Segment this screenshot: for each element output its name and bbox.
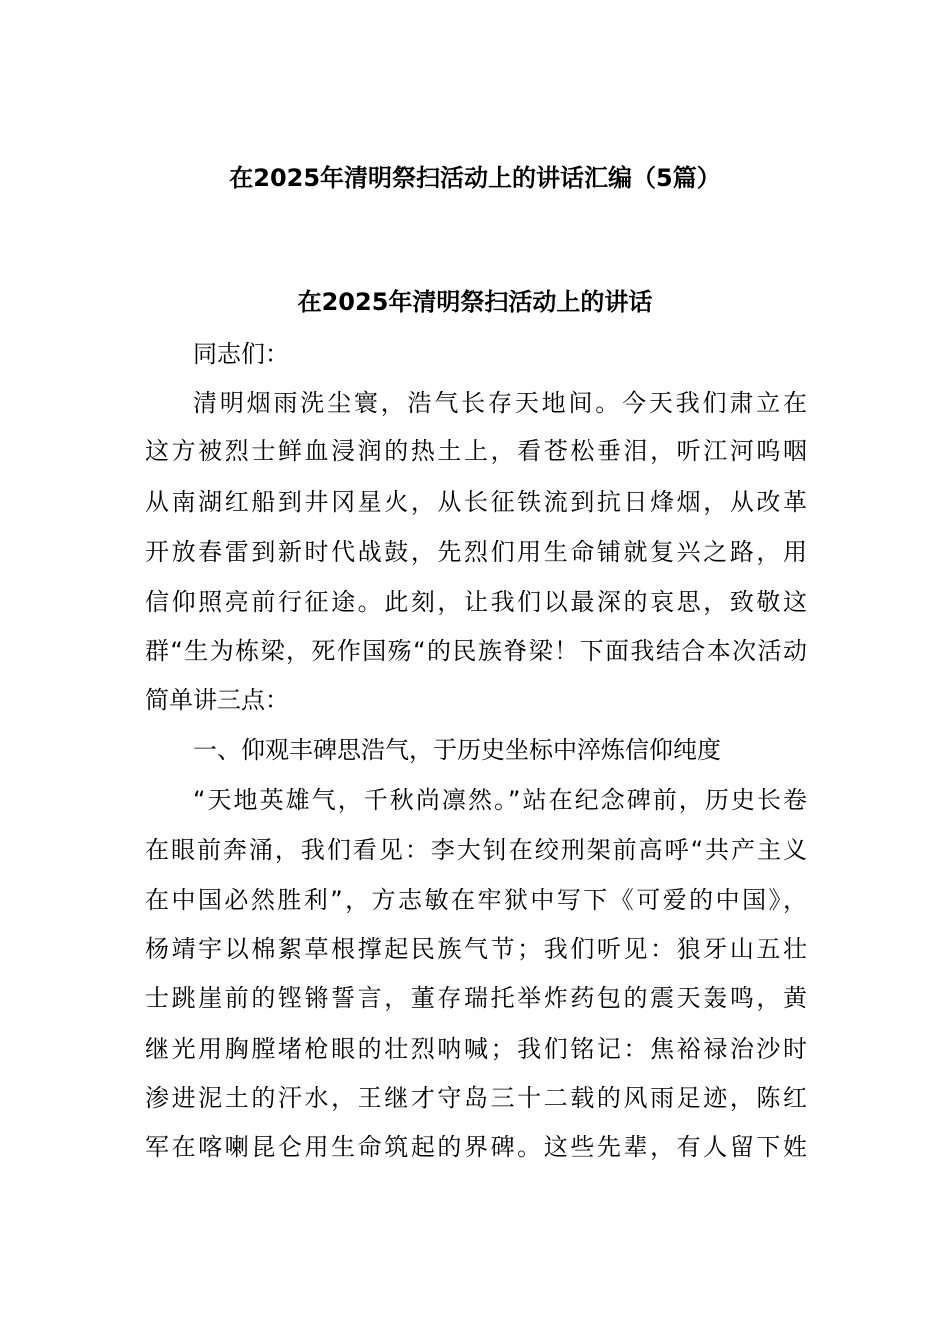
paragraph-line: 继光用胸膛堵枪眼的壮烈呐喊；我们铭记：焦裕禄治沙时 — [145, 1035, 807, 1063]
paragraph-line: 渗进泥土的汗水，王继才守岛三十二载的风雨足迹，陈红 — [145, 1084, 807, 1112]
paragraph-line: 军在喀喇昆仑用生命筑起的界碑。这些先辈，有人留下姓 — [145, 1133, 807, 1161]
document-title: 在2025年清明祭扫活动上的讲话汇编（5篇） — [229, 164, 721, 192]
paragraph-line: 信仰照亮前行征途。此刻，让我们以最深的哀思，致敬这 — [145, 588, 807, 616]
section-heading: 一、仰观丰碑思浩气，于历史坐标中淬炼信仰纯度 — [193, 736, 721, 764]
paragraph-line: 士跳崖前的铿锵誓言，董存瑞托举炸药包的震天轰鸣，黄 — [145, 984, 807, 1012]
paragraph-line: 从南湖红船到井冈星火，从长征铁流到抗日烽烟，从改革 — [145, 488, 807, 516]
paragraph-line: 清明烟雨洗尘寰，浩气长存天地间。今天我们肃立在 — [193, 389, 807, 417]
salutation: 同志们： — [193, 340, 289, 368]
paragraph-line: 杨靖宇以棉絮草根撑起民族气节；我们听见：狼牙山五壮 — [145, 935, 807, 963]
paragraph-line: 开放春雷到新时代战鼓，先烈们用生命铺就复兴之路，用 — [145, 538, 807, 566]
paragraph-line: “天地英雄气，千秋尚凛然。”站在纪念碑前，历史长卷 — [193, 786, 807, 814]
paragraph-line: 在眼前奔涌，我们看见：李大钊在绞刑架前高呼“共产主义 — [145, 836, 807, 864]
paragraph-line: 简单讲三点： — [145, 686, 289, 714]
paragraph-line: 这方被烈士鲜血浸润的热土上，看苍松垂泪，听江河呜咽 — [145, 437, 807, 465]
paragraph-line: 在中国必然胜利”，方志敏在牢狱中写下《可爱的中国》， — [145, 886, 807, 914]
speech-title: 在2025年清明祭扫活动上的讲话 — [297, 288, 653, 316]
paragraph-line: 群“生为栋梁，死作国殇“的民族脊梁！下面我结合本次活动 — [145, 637, 807, 665]
